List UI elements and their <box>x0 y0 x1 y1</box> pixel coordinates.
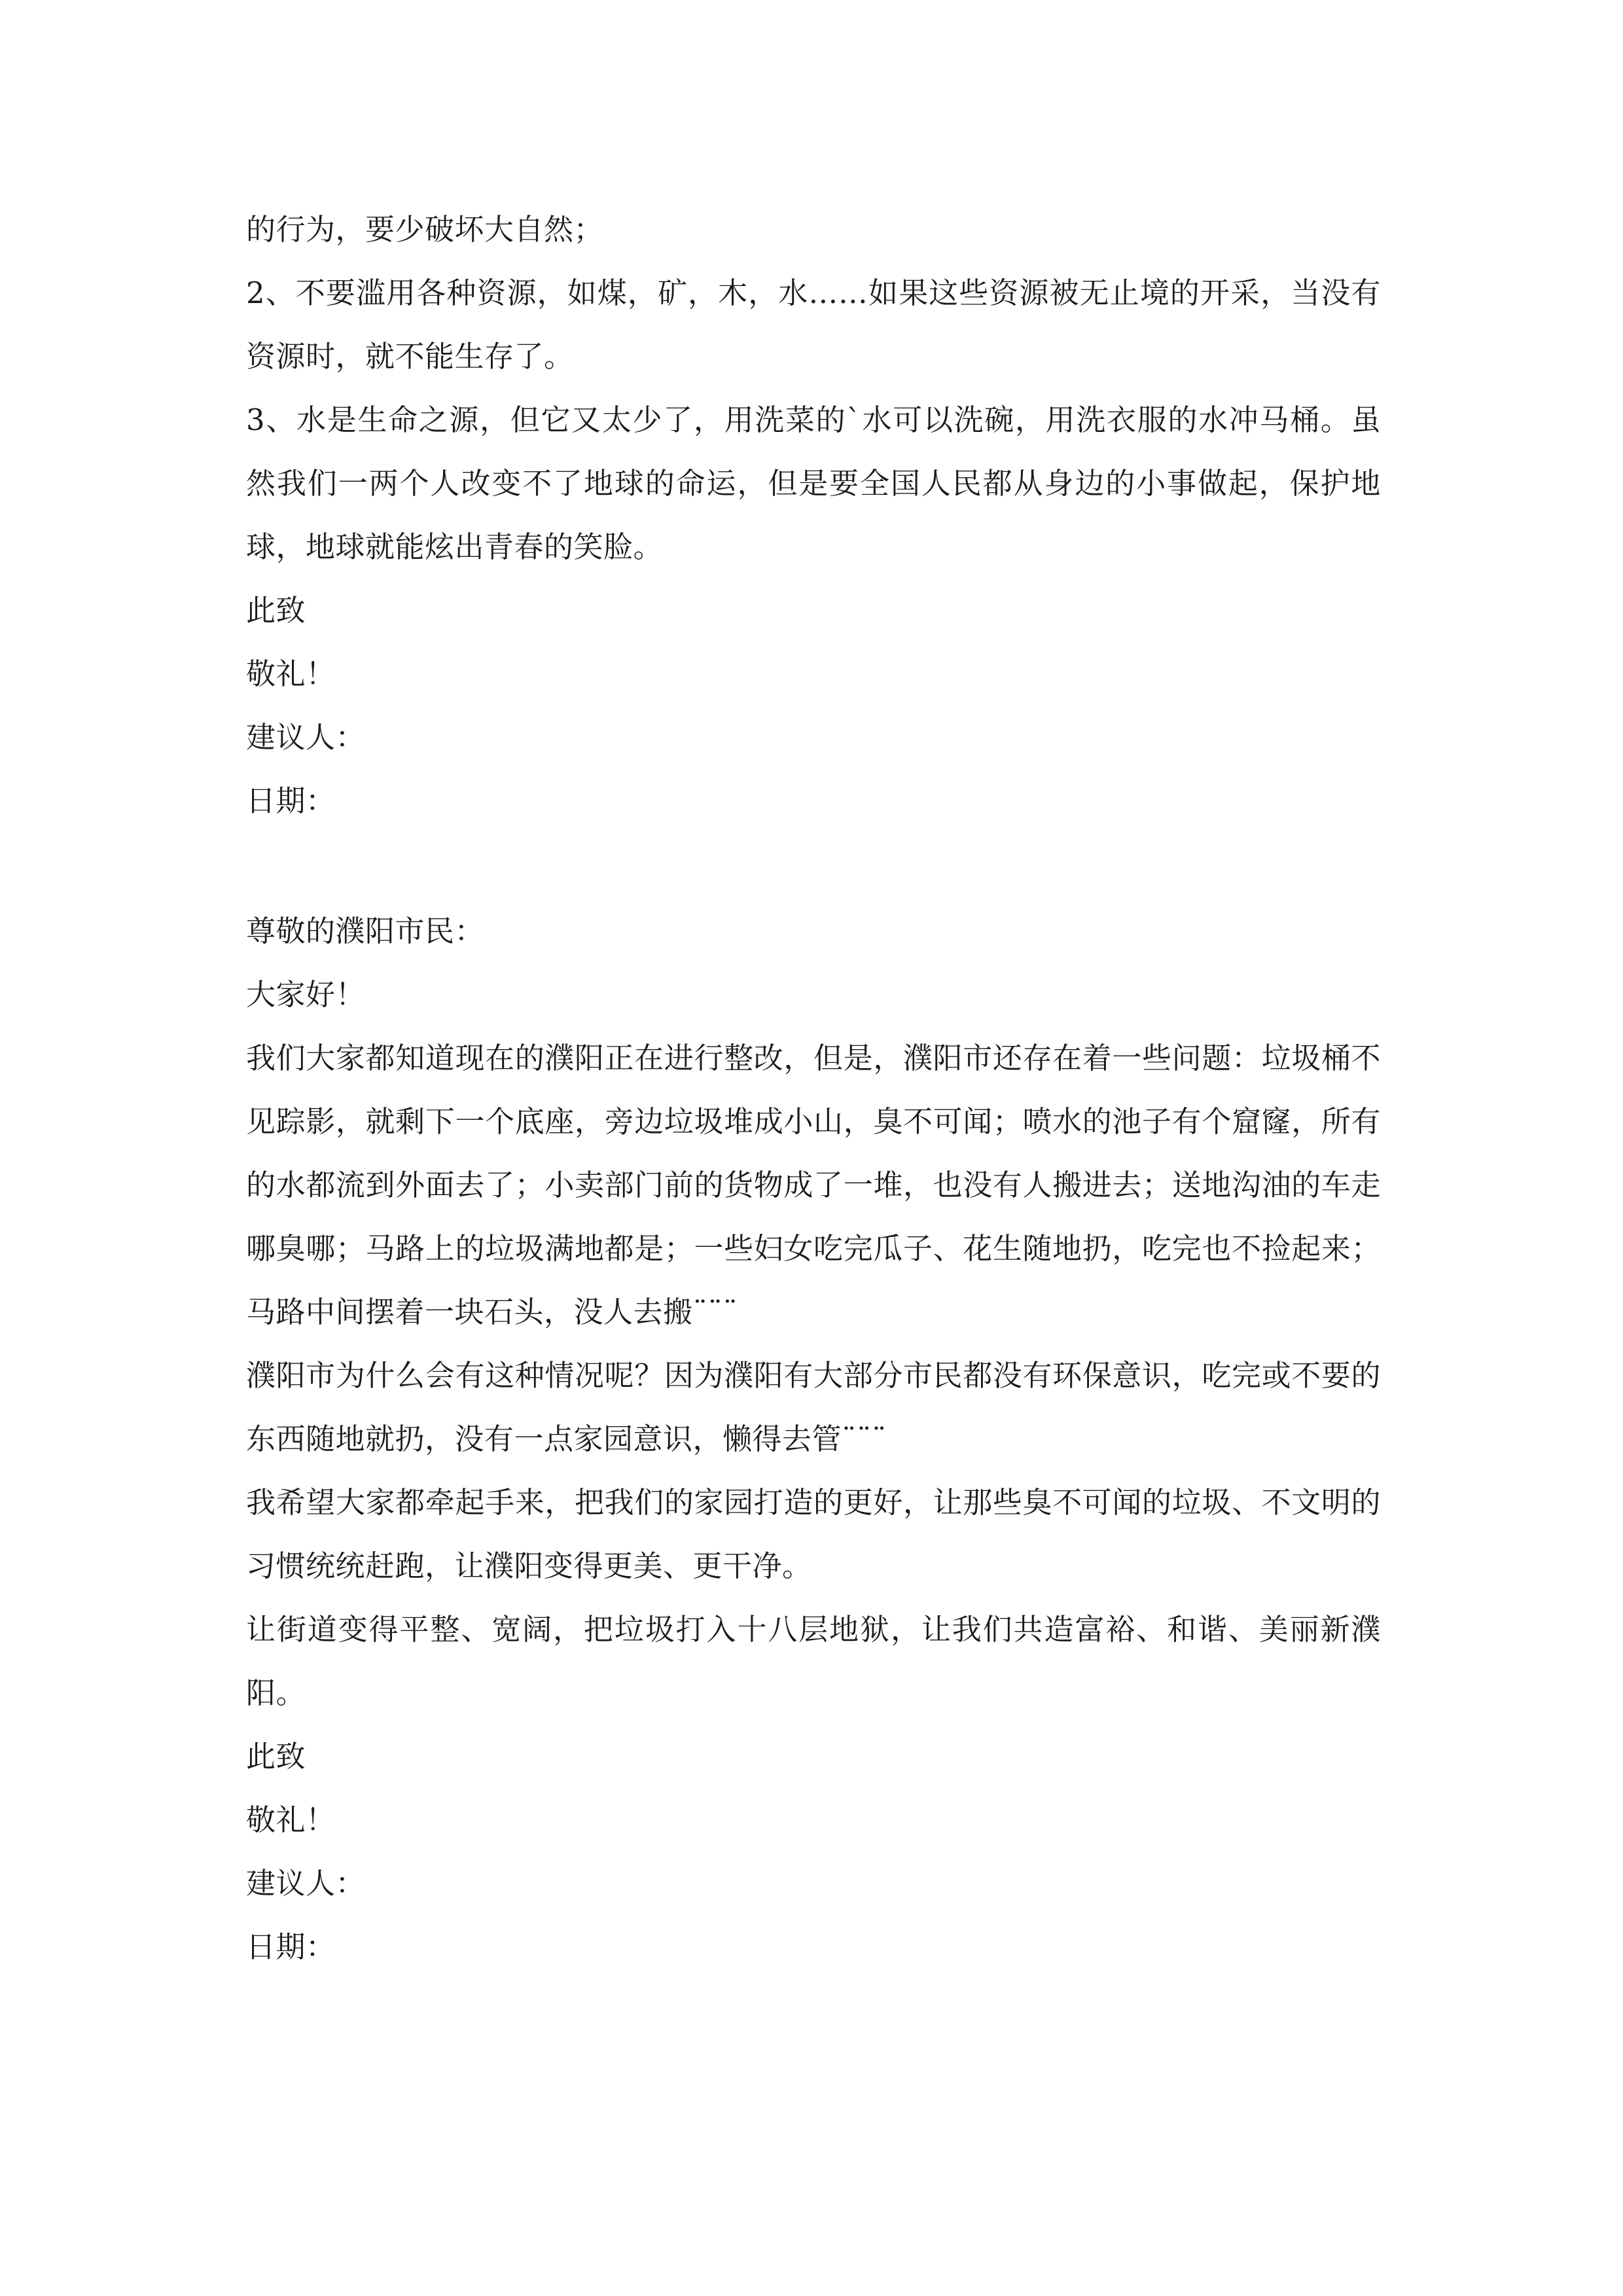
letter-2-section <box>246 899 1381 1979</box>
letter-2-paragraph-1: 我们大家都知道现在的濮阳正在进行整改，但是，濮阳市还存在着一些问题：垃圾桶不见踪影，就剩下一个底座，旁边垃圾堆成小山，臭不可闻；喷水的池子有个窟窿，所有的水都流到外面去了；小卖部门前的货物成了一堆，也没有人搬进去；送地沟油的车走哪臭哪；马路上的垃圾满地都是；一些妇女吃完瓜子、花生随地扔，吃完也不捡起来；马路中间摆着一块石头，没人去搬¨¨¨ <box>246 1041 1381 1329</box>
letter-2-paragraph-2: 濮阳市为什么会有这种情况呢？因为濮阳有大部分市民都没有环保意识，吃完或不要的东西随地就扔，没有一点家园意识，懒得去管¨¨¨ <box>246 1358 1381 1456</box>
letter-2-hello: 大家好！ <box>246 977 366 1012</box>
letter-2-paragraph-3: 我希望大家都牵起手来，把我们的家园打造的更好，让那些臭不可闻的垃圾、不文明的习惯统统赶跑，让濮阳变得更美、更干净。 <box>246 1485 1381 1583</box>
letter-1-item-3: 3、水是生命之源，但它又太少了，用洗菜的`水可以洗碗，用洗衣服的水冲马桶。虽然我们一两个人改变不了地球的命运，但是要全国人民都从身边的小事做起，保护地球，地球就能炫出青春的笑脸。 <box>246 403 1381 564</box>
letter-1-item-2: 2、不要滥用各种资源，如煤，矿，木，水……如果这些资源被无止境的开采，当没有资源时，就不能生存了。 <box>246 276 1381 374</box>
letter-1-closing: 此致 <box>246 593 306 628</box>
letter-2-closing: 此致 <box>246 1739 306 1774</box>
letter-1-date: 日期： <box>246 783 336 818</box>
letter-1-signer: 建议人： <box>246 720 366 755</box>
letter-1-section <box>246 198 1381 833</box>
letter-1-line-1: 的行为，要少破坏大自然； <box>246 212 604 247</box>
letter-2-paragraph-4: 让街道变得平整、宽阔，把垃圾打入十八层地狱，让我们共造富裕、和谐、美丽新濮阳。 <box>246 1612 1381 1710</box>
letter-1-salute: 敬礼！ <box>246 656 336 691</box>
letter-2-salute: 敬礼！ <box>246 1803 336 1837</box>
letter-2-signer: 建议人： <box>246 1866 366 1901</box>
letter-2-greeting: 尊敬的濮阳市民： <box>246 914 485 948</box>
letter-2-date: 日期： <box>246 1929 336 1964</box>
